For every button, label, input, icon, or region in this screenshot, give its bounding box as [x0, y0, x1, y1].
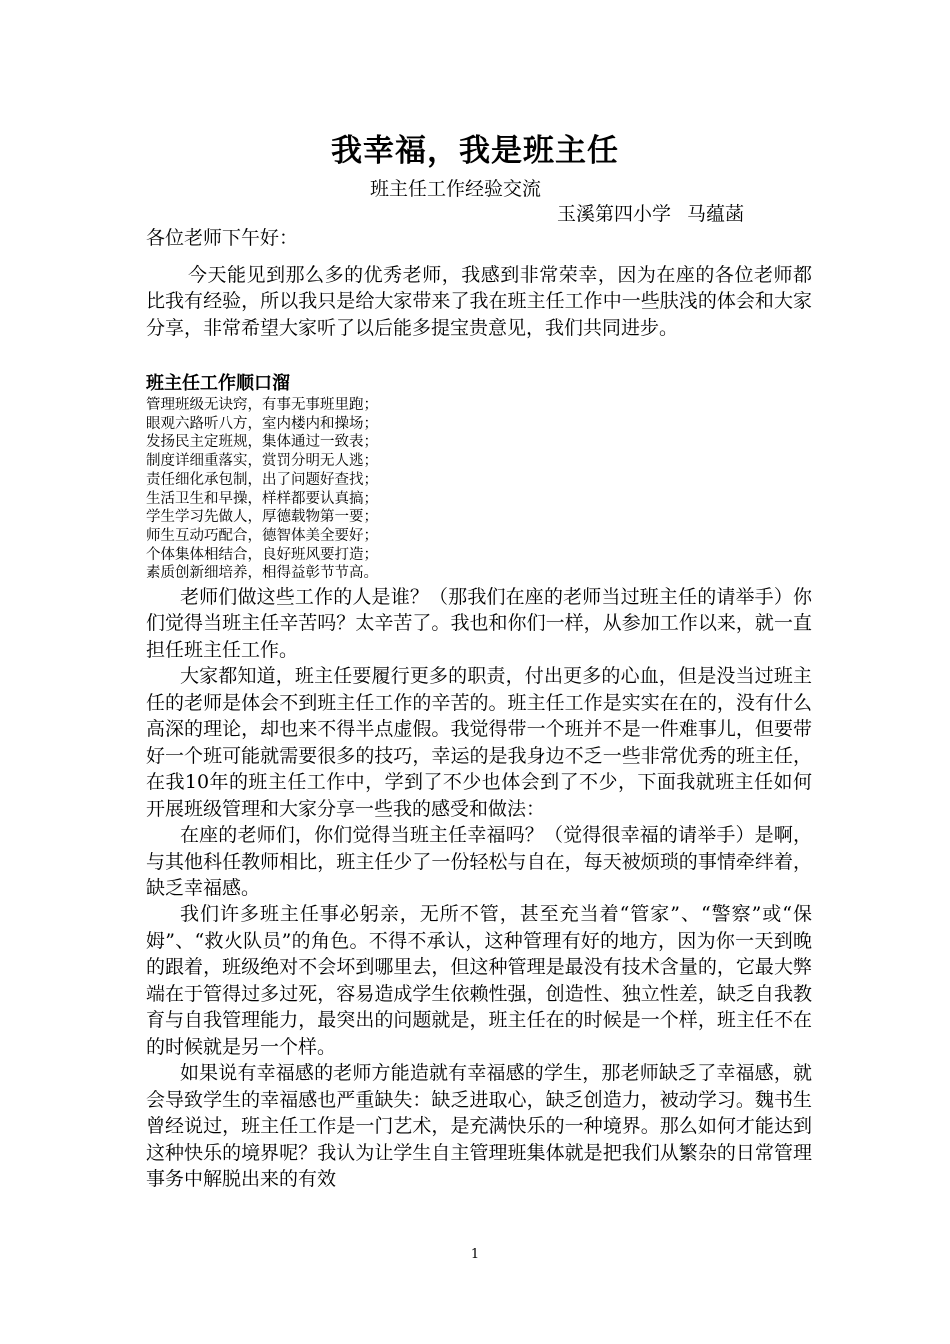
verse-line: 学生学习先做人，厚德载物第一要；	[146, 509, 378, 526]
verse-line: 责任细化承包制，出了问题好查找；	[146, 471, 378, 488]
verse-line: 个体集体相结合，良好班风要打造；	[146, 546, 378, 563]
body-paragraph: 如果说有幸福感的老师方能造就有幸福感的学生，那老师缺乏了幸福感，就会导致学生的幸福感也严重缺失：缺乏进取心，缺乏创造力，被动学习。魏书生曾经说过，班主任工作是一门艺术，是充满快乐的一种境界。那么如何才能达到这种快乐的境界呢？我认为让学生自主管理班集体就是把我们从繁杂的日常管理事务中解脱出来的有效	[146, 1062, 812, 1190]
greeting: 各位老师下午好：	[146, 227, 299, 249]
page-number: 1	[470, 1247, 480, 1262]
verse-heading: 班主任工作顺口溜	[146, 373, 290, 394]
author-line: 玉溪第四小学 马蕴菡	[557, 203, 745, 225]
verse-line: 素质创新细培养，相得益彰节节高。	[146, 565, 378, 582]
intro-paragraph: 今天能见到那么多的优秀老师，我感到非常荣幸，因为在座的各位老师都比我有经验，所以我只是给大家带来了我在班主任工作中一些肤浅的体会和大家分享，非常希望大家听了以后能多提宝贵意见，我们共同进步。	[146, 264, 812, 339]
verse-list	[146, 396, 378, 583]
body-paragraph: 老师们做这些工作的人是谁？（那我们在座的老师当过班主任的请举手）你们觉得当班主任辛苦吗？太辛苦了。我也和你们一样，从参加工作以来，就一直担任班主任工作。	[146, 586, 812, 661]
document-title: 我幸福，我是班主任	[331, 133, 619, 169]
verse-line: 发扬民主定班规，集体通过一致表；	[146, 434, 378, 451]
body-paragraph: 我们许多班主任事必躬亲，无所不管，甚至充当着“管家”、“警察”或“保姆”、“救火队员”的角色。不得不承认，这种管理有好的地方，因为你一天到晚的跟着，班级绝对不会坏到哪里去，但这种管理是最没有技术含量的，它最大弊端在于管得过多过死，容易造成学生依赖性强，创造性、独立性差，缺乏自我教育与自我管理能力，最突出的问题就是，班主任在的时候是一个样，班主任不在的时候就是另一个样。	[146, 903, 812, 1058]
verse-line: 管理班级无诀窍，有事无事班里跑；	[146, 397, 378, 413]
verse-line: 制度详细重落实，赏罚分明无人逃；	[146, 453, 378, 470]
verse-line: 生活卫生和早操，样样都要认真搞；	[146, 490, 378, 507]
verse-line: 师生互动巧配合，德智体美全要好；	[146, 527, 378, 544]
body-paragraph: 在座的老师们，你们觉得当班主任幸福吗？（觉得很幸福的请举手）是啊，与其他科任教师相比，班主任少了一份轻松与自在，每天被烦琐的事情牵绊着，缺乏幸福感。	[146, 824, 812, 899]
document-subtitle: 班主任工作经验交流	[370, 178, 542, 200]
verse-line: 眼观六路听八方，室内楼内和操场；	[146, 415, 378, 432]
body-paragraph: 大家都知道，班主任要履行更多的职责，付出更多的心血，但是没当过班主任的老师是体会不到班主任工作的辛苦的。班主任工作是实实在在的，没有什么高深的理论，却也来不得半点虚假。我觉得带一个班并不是一件难事儿，但要带好一个班可能就需要很多的技巧，幸运的是我身边不乏一些非常优秀的班主任，在我10年的班主任工作中，学到了不少也体会到了不少，下面我就班主任如何开展班级管理和大家分享一些我的感受和做法：	[146, 665, 812, 820]
body-text	[146, 584, 812, 1192]
